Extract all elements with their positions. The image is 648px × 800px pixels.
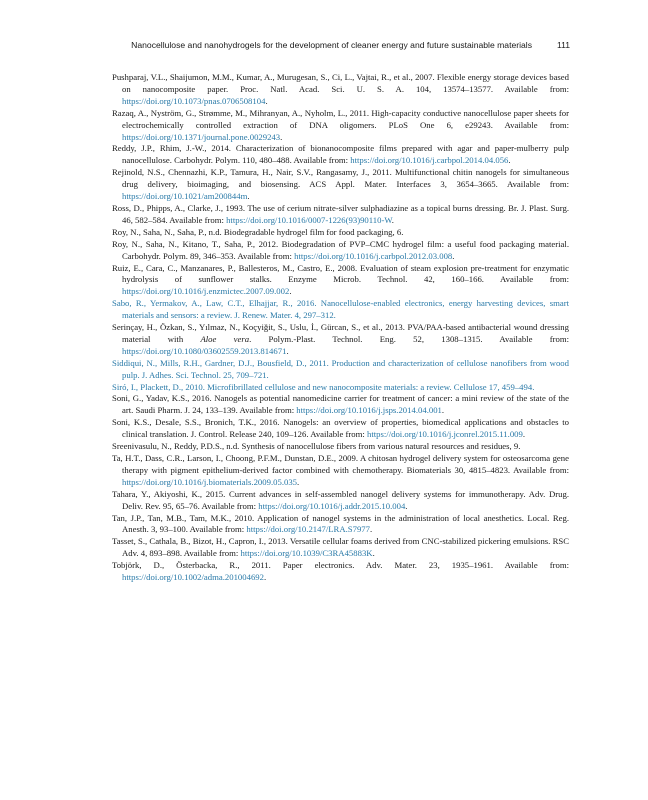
reference-entry bbox=[112, 536, 569, 560]
doi-link[interactable]: https://doi.org/10.1016/j.jconrel.2015.11.009 bbox=[366, 429, 523, 440]
doi-link[interactable]: https://doi.org/10.1016/j.biomaterials.2009.05.035 bbox=[122, 476, 298, 487]
reference-entry bbox=[112, 417, 569, 441]
running-head bbox=[112, 40, 570, 50]
reference-text: Razaq, A., Nyström, G., Strømme, M., Mihranyan, A., Nyholm, L., 2011. High-capacity conductive nanocellulose paper sheets for electrochemically controlled extraction of DNA oligomers. PLoS One 6, e29243. Available from: bbox=[112, 107, 569, 130]
reference-terminal-period: . bbox=[280, 131, 283, 142]
reference-terminal-period: . bbox=[289, 286, 292, 297]
doi-link[interactable]: https://doi.org/10.1080/03602559.2013.814671 bbox=[122, 345, 287, 356]
reference-text: . Polym.-Plast. Technol. Eng. 52, 1308–1315. Available from: bbox=[249, 333, 570, 344]
reference-entry[interactable] bbox=[112, 382, 569, 394]
reference-text: Pushparaj, V.L., Shaijumon, M.M., Kumar, A., Murugesan, S., Ci, L., Vajtai, R., et al., 2007. Flexible energy storage devices based on nanocomposite paper. Proc. Natl. Acad. Sci. U. S. A. 104, 13574–13577. Available from: bbox=[112, 72, 569, 94]
doi-link[interactable]: https://doi.org/10.1016/0007-1226(93)90110-W bbox=[226, 214, 392, 225]
reference-text: Roy, N., Saha, N., Kitano, T., Saha, P., 2012. Biodegradation of PVP–CMC hydrogel film: a useful food packaging material. Carbohydr. Polym. 89, 346–353. Available from: bbox=[112, 238, 569, 261]
reference-terminal-period: . bbox=[508, 155, 511, 166]
reference-italic: Aloe vera bbox=[200, 333, 250, 344]
reference-entry bbox=[112, 393, 569, 417]
reference-entry bbox=[112, 453, 569, 489]
reference-entry[interactable] bbox=[112, 298, 569, 322]
reference-entry bbox=[112, 72, 569, 108]
reference-text: Soni, G., Yadav, K.S., 2016. Nanogels as potential nanomedicine carrier for treatment of cancer: a mini review of the state of the art. Saudi Pharm. J. 24, 133–139. Available from: bbox=[112, 393, 569, 416]
doi-link[interactable]: https://doi.org/10.1073/pnas.0706508104 bbox=[122, 95, 266, 106]
reference-entry bbox=[112, 203, 569, 227]
reference-terminal-period: . bbox=[286, 345, 289, 356]
reference-text: Sreenivasulu, N., Reddy, P.D.S., n.d. Synthesis of nanocellulose fibers from various natural resources and residues, 9. bbox=[112, 441, 521, 452]
reference-text: Ta, H.T., Dass, C.R., Larson, I., Choong, P.F.M., Dunstan, D.E., 2009. A chitosan hydrogel delivery system for osteosarcoma gene therapy with pigment epithelium-derived factor combined with chemotherapy. Biomaterials 30, 4815–4823. Available from: bbox=[112, 453, 569, 475]
reference-terminal-period: . bbox=[391, 214, 394, 225]
reference-text: Tasset, S., Cathala, B., Bizot, H., Capron, I., 2013. Versatile cellular foams derived from CNC-stabilized pickering emulsions. RSC Adv. 4, 893–898. Available from: bbox=[112, 536, 569, 559]
reference-list bbox=[112, 72, 569, 584]
reference-entry bbox=[112, 560, 569, 584]
reference-entry bbox=[112, 513, 569, 537]
reference-text: Siddiqui, N., Mills, R.H., Gardner, D.J., Bousfield, D., 2011. Production and characterization of cellulose nanofibers from wood pulp. J. Adhes. Sci. Technol. 25, 709–721. bbox=[112, 357, 569, 380]
reference-entry bbox=[112, 489, 569, 513]
reference-text: Tahara, Y., Akiyoshi, K., 2015. Current advances in self-assembled nanogel delivery systems for immunotherapy. Adv. Drug. Deliv. Rev. 95, 65–76. Available from: bbox=[112, 488, 569, 511]
reference-terminal-period: . bbox=[452, 250, 455, 261]
reference-terminal-period: . bbox=[522, 429, 526, 440]
reference-text: Siró, I., Plackett, D., 2010. Microfibrillated cellulose and new nanocomposite materials: a review. Cellulose 17, 459–494. bbox=[112, 381, 535, 392]
reference-text: Rejinold, N.S., Chennazhi, K.P., Tamura, H., Nair, S.V., Rangasamy, J., 2011. Multifunctional chitin nanogels for simultaneous drug delivery, bioimaging, and biosensing. ACS Appl. Mater. Interfaces 3, 3654–3665. Available from: bbox=[112, 167, 569, 190]
reference-terminal-period: . bbox=[263, 572, 267, 583]
reference-terminal-period: . bbox=[247, 191, 250, 202]
reference-terminal-period: . bbox=[265, 95, 268, 106]
doi-link[interactable]: https://doi.org/10.1371/journal.pone.0029243 bbox=[122, 131, 281, 142]
reference-terminal-period: . bbox=[405, 500, 408, 511]
reference-entry bbox=[112, 239, 569, 263]
reference-text: Ruiz, E., Cara, C., Manzanares, P., Ballesteros, M., Castro, E., 2008. Evaluation of steam explosion pre-treatment for enzymatic hydrolysis of sunflower stalks. Enzyme Microb. Technol. 42, 160–166. Available from: bbox=[112, 262, 569, 285]
doi-link[interactable]: https://doi.org/10.1002/adma.201004692 bbox=[122, 572, 264, 583]
doi-link[interactable]: https://doi.org/10.2147/LRA.S7977 bbox=[246, 524, 370, 535]
doi-link[interactable]: https://doi.org/10.1016/j.enzmictec.2007.09.002 bbox=[122, 286, 290, 297]
reference-entry bbox=[112, 108, 569, 144]
reference-text: Tan, J.P., Tan, M.B., Tam, M.K., 2010. Application of nanogel systems in the administration of local anesthetics. Local. Reg. Anesth. 3, 93–100. Available from: bbox=[112, 512, 569, 535]
doi-link[interactable]: https://doi.org/10.1016/j.carbpol.2012.03.008 bbox=[294, 250, 453, 261]
reference-entry bbox=[112, 263, 569, 299]
doi-link[interactable]: https://doi.org/10.1021/am200844m bbox=[122, 191, 248, 202]
page-number: 111 bbox=[556, 40, 570, 50]
reference-entry bbox=[112, 143, 569, 167]
reference-text: Sabo, R., Yermakov, A., Law, C.T., Elhajjar, R., 2016. Nanocellulose-enabled electronics, energy harvesting devices, smart materials and sensors: a review. J. Renew. Mater. 4, 297–312. bbox=[112, 298, 569, 321]
reference-entry bbox=[112, 167, 569, 203]
reference-text: Reddy, J.P., Rhim, J.-W., 2014. Characterization of bionanocomposite films prepared with agar and paper-mulberry pulp nanocellulose. Carbohydr. Polym. 110, 480–488. Available from: bbox=[112, 143, 569, 166]
reference-text: Serinçay, H., Özkan, S., Yılmaz, N., Koçyiğit, S., Uslu, İ., Gürcan, S., et al., 2013. PVA/PAA-based antibacterial wound dressing material with bbox=[112, 322, 569, 344]
reference-text: Roy, N., Saha, N., Saha, P., n.d. Biodegradable hydrogel film for food packaging, 6. bbox=[112, 226, 404, 237]
doi-link[interactable]: https://doi.org/10.1016/j.addr.2015.10.004 bbox=[258, 500, 406, 511]
reference-text: Soni, K.S., Desale, S.S., Bronich, T.K., 2016. Nanogels: an overview of properties, biomedical applications and obstacles to clinical translation. J. Control. Release 240, 109–126. Available from: bbox=[112, 417, 569, 440]
reference-text: Ross, D., Phipps, A., Clarke, J., 1993. The use of cerium nitrate-silver sulphadiazine as a topical burns dressing. Br. J. Plast. Surg. 46, 582–584. Available from: bbox=[112, 202, 569, 225]
reference-text: Tobjörk, D., Österbacka, R., 2011. Paper electronics. Adv. Mater. 23, 1935–1961. Available from: bbox=[112, 560, 569, 571]
reference-terminal-period: . bbox=[372, 548, 375, 559]
reference-entry bbox=[112, 441, 569, 453]
running-head-title: Nanocellulose and nanohydrogels for the development of cleaner energy and future sustainable materials bbox=[131, 40, 532, 50]
doi-link[interactable]: https://doi.org/10.1039/C3RA45883K bbox=[240, 548, 373, 559]
reference-entry bbox=[112, 322, 569, 358]
doi-link[interactable]: https://doi.org/10.1016/j.jsps.2014.04.001 bbox=[296, 405, 442, 416]
doi-link[interactable]: https://doi.org/10.1016/j.carbpol.2014.04.056 bbox=[350, 155, 509, 166]
reference-terminal-period: . bbox=[297, 476, 300, 487]
reference-entry bbox=[112, 227, 569, 239]
reference-terminal-period: . bbox=[441, 405, 445, 416]
reference-entry[interactable] bbox=[112, 358, 569, 382]
reference-terminal-period: . bbox=[370, 524, 373, 535]
